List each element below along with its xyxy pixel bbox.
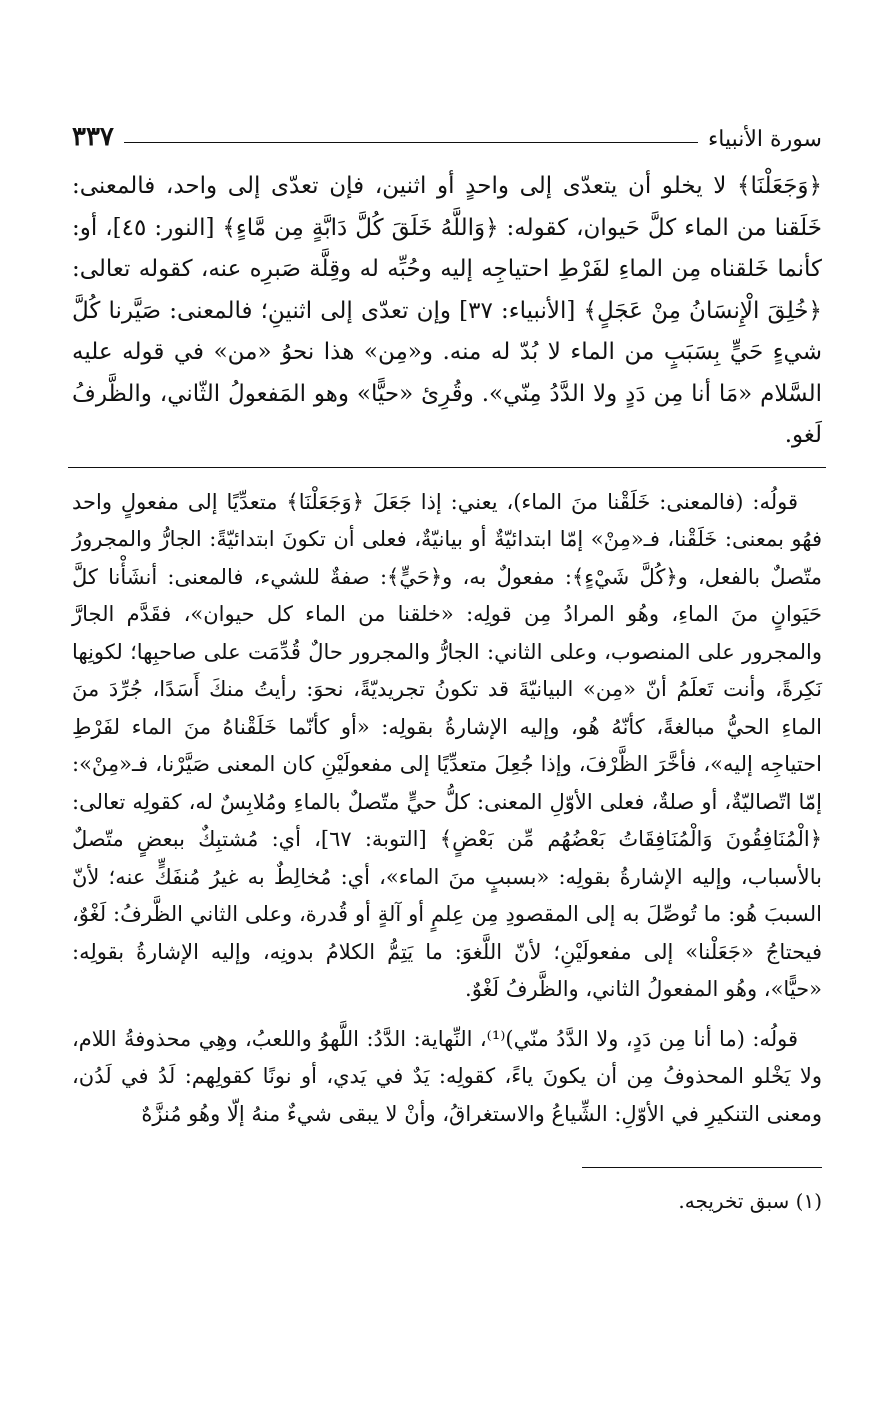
surah-title: سورة الأنبياء (707, 127, 822, 152)
commentary-paragraph: قولُه: (فالمعنى: خَلَقْنا منَ الماء)، يعني: إذا جَعَلَ ﴿وَجَعَلْنَا﴾ متعدِّيًا إلى مفعولٍ واحد فهُو بمعنى: خَلَقْنا، فـ«مِنْ» إمّا ابتدائيّةٌ أو بيانيّةٌ، فعلى أن تكونَ ابتدائيّةً: الجارُّ والمجرورُ متّصلٌ بالفعل، و﴿كُلَّ شَيْءٍ﴾: مفعولٌ به، و﴿حَيٍّ﴾: صفةٌ للشيء، فالمعنى: أنشَأْنا كلَّ حَيَوانٍ منَ الماءِ، وهُو المرادُ مِن قولِه: «خلقنا من الماء كل حيوان»، فقَدَّم الجارَّ والمجرور على المنصوب، وعلى الثاني: الجارُّ والمجرور حالٌ قُدِّمَت على صاحبِها؛ لكونِها نَكِرةً، وأنت تَعلَمُ أنّ «مِن» البيانيّةَ قد تكونُ تجريديّةً، نحوَ: رأيتُ منكَ أَسَدًا، جُرِّدَ منَ الماءِ الحيُّ مبالغةً، كأنّهُ هُو، وإليه الإشارةُ بقولِه: «أو كأنّما خَلَقْناهُ منَ الماء لفَرْطِ احتياجِه إليه»، فأخَّرَ الظَّرْفَ، وإذا جُعِلَ متعدِّيًا إلى مفعولَيْنِ كان المعنى صَيَّرْنا، فـ«مِنْ»: إمّا اتّصاليّةٌ، أو صلةٌ، فعلى الأوّلِ المعنى: كلُّ حيٍّ متّصلٌ بالماءِ ومُلابِسٌ له، كقولِه تعالى: ﴿الْمُنَافِقُونَ وَالْمُنَافِقَاتُ بَعْضُهُم مِّن بَعْضٍ﴾ [التوبة: ٦٧]، أي: مُشتبِكٌ ببعضٍ متّصلٌ بالأسباب، وإليه الإشارةُ بقولِه: «بسببٍ منَ الماء»، أي: مُخالِطٌ به غيرُ مُنفَكٍّ عنه؛ لأنّ السببَ هُو: ما تُوصِّلَ به إلى المقصودِ مِن عِلمٍ أو آلةٍ أو قُدرة، وعلى الثاني الظَّرفُ: لَغْوٌ، فيحتاجُ «جَعَلْنا» إلى مفعولَيْنِ؛ لأنّ اللَّغوَ: ما يَتِمُّ الكلامُ بدونِه، وإليه الإشارةُ بقولِه: «حيًّا»، وهُو المفعولُ الثاني، والظَّرفُ لَغْوٌ. (72, 489, 822, 1001)
commentary-block (72, 484, 822, 1134)
commentary-paragraph: قولُه: (ما أنا مِن دَدٍ، ولا الدَّدُ منّي)⁽¹⁾، النِّهاية: الدَّدُ: اللَّهوُ واللعبُ، وهِي محذوفةُ اللام، ولا يَخْلو المحذوفُ مِن أن يكونَ ياءً، كقولِه: يَدٌ في يَدي، أو نونًا كقولِهم: لَدُ في لَدُن، ومعنى التنكيرِ في الأوّلِ: الشِّياعُ والاستغراقُ، وأنْ لا يبقى شيءٌ منهُ إلّا وهُو مُنزَّهٌ (72, 1026, 822, 1126)
section-divider (68, 467, 826, 468)
footnote-divider (582, 1167, 822, 1168)
main-text: ﴿وَجَعَلْنَا﴾ لا يخلو أن يتعدّى إلى واحدٍ أو اثنين، فإن تعدّى إلى واحد، فالمعنى: خَلَقنا من الماء كلَّ حَيوان، كقوله: ﴿وَاللَّهُ خَلَقَ كُلَّ دَابَّةٍ مِن مَّاءٍ﴾ [النور: ٤٥]، أو: كأنما خَلقناه مِن الماءِ لفَرْطِ احتياجِه إليه وحُبِّه له وقِلَّة صَبرِه عنه، كقوله تعالى: ﴿خُلِقَ الْإِنسَانُ مِنْ عَجَلٍ﴾ [الأنبياء: ٣٧] وإن تعدّى إلى اثنينِ؛ فالمعنى: صَيَّرنا كُلَّ شيءٍ حَيٍّ بِسَبَبٍ من الماء لا بُدّ له منه. و«مِن» هذا نحوُ «من» في قوله عليه السَّلام «مَا أنا مِن دَدٍ ولا الدَّدُ مِنّي». وقُرِئ «حيًّا» وهو المَفعولُ الثّاني، والظَّرفُ لَغو. (72, 173, 823, 448)
page-header (72, 112, 822, 152)
footnote: (١) سبق تخريجه. (678, 1189, 822, 1213)
main-text-block (72, 166, 822, 457)
header-rule (124, 142, 698, 143)
page (72, 112, 822, 1216)
page-number: ٣٣٧ (72, 122, 114, 152)
